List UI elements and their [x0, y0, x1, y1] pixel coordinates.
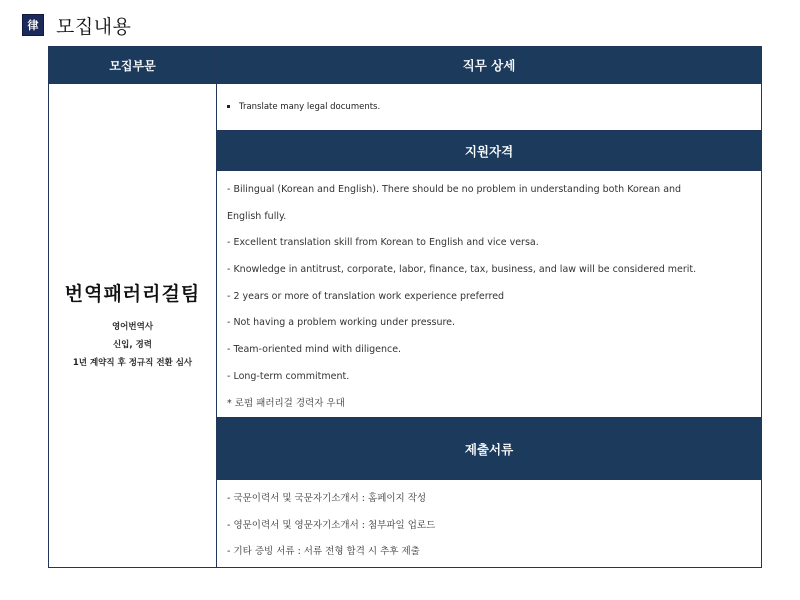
- qualification-item: - Bilingual (Korean and English). There should be no problem in understanding both Korean and: [227, 184, 682, 195]
- col-header-job-details: 직무 상세: [217, 47, 762, 84]
- qualification-item: - Excellent translation skill from Korean to English and vice versa.: [227, 237, 539, 249]
- document-item: - 기타 증빙 서류 : 서류 전형 합격 시 추후 제출: [227, 546, 420, 558]
- position-contract: 1년 계약직 후 정규직 전환 심사: [72, 358, 193, 369]
- col-header-division: 모집부문: [49, 47, 217, 84]
- qualification-item: - Knowledge in antitrust, corporate, labor, finance, tax, business, and law will be considered merit.: [227, 264, 697, 276]
- qualification-item: English fully.: [227, 210, 287, 222]
- position-role: 영어번역사: [111, 322, 154, 333]
- duty-cell: [217, 84, 762, 131]
- document-item: - 국문이력서 및 국문자기소개서 : 홈페이지 작성: [227, 493, 427, 505]
- documents-list: [217, 480, 761, 566]
- qualification-item: - 2 years or more of translation work experience preferred: [227, 290, 505, 302]
- position-title: 번역패러리걸팀: [64, 283, 201, 306]
- qualification-item: * 로펌 패러리걸 경력자 우대: [227, 397, 345, 409]
- qualification-item: - Not having a problem working under pressure.: [227, 317, 456, 329]
- qualifications-list: [217, 171, 761, 417]
- position-cell: [49, 84, 217, 568]
- recruitment-table: [48, 46, 762, 568]
- duty-text: Translate many legal documents.: [239, 102, 381, 112]
- position-level: 신입, 경력: [112, 340, 153, 351]
- qualifications-header: 지원자격: [217, 131, 762, 171]
- document-item: - 영문이력서 및 영문자기소개서 : 첨부파일 업로드: [227, 519, 436, 531]
- section-header: [22, 13, 131, 37]
- qualification-item: - Long-term commitment.: [227, 370, 350, 382]
- qualification-item: - Team-oriented mind with diligence.: [227, 344, 402, 356]
- bullet-icon: [227, 105, 230, 108]
- documents-header: 제출서류: [217, 418, 762, 480]
- page-title: 모집내용: [56, 15, 132, 38]
- qualifications-cell: [217, 171, 762, 418]
- law-firm-logo-icon: 律: [22, 14, 44, 36]
- documents-cell: [217, 480, 762, 568]
